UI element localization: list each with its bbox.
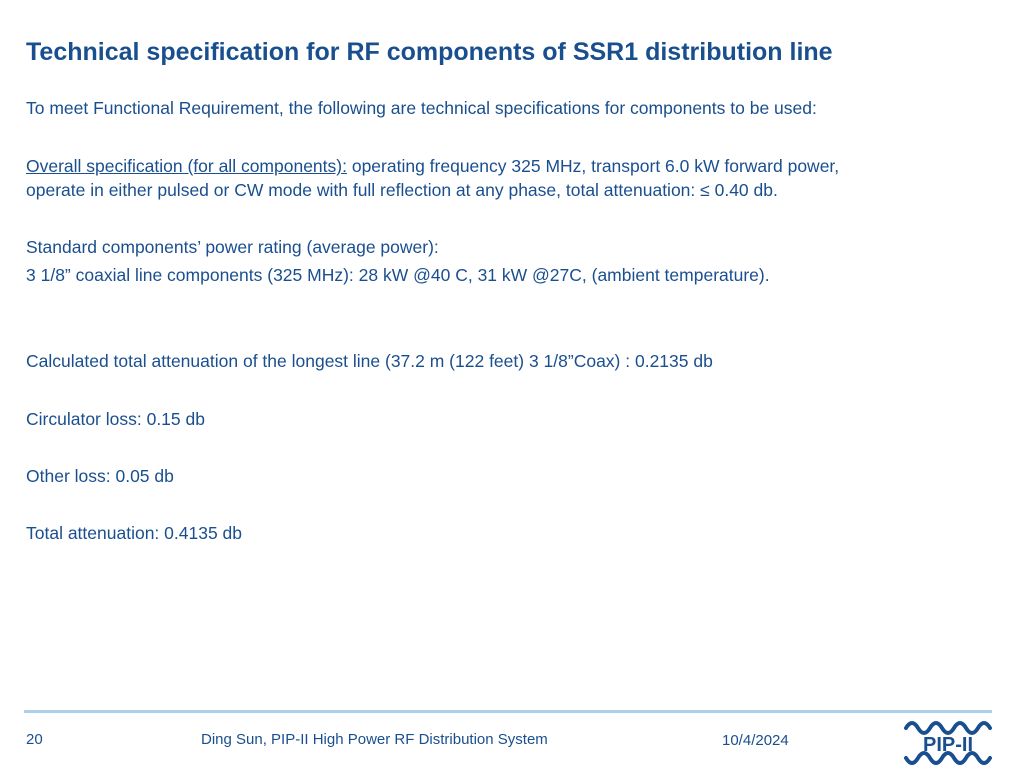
pip-ii-logo-icon	[900, 716, 996, 766]
overall-spec-label: Overall specification (for all components):	[26, 156, 347, 176]
calculated-attenuation: Calculated total attenuation of the longest line (37.2 m (122 feet) 3 1/8”Coax) : 0.2135 db	[26, 351, 713, 371]
power-rating-line: 3 1/8” coaxial line components (325 MHz): 28 kW @40 C, 31 kW @27C, (ambient temperature).	[26, 265, 770, 285]
overall-spec-line1	[26, 155, 839, 178]
slide-title: Technical specification for RF components of SSR1 distribution line	[26, 38, 833, 66]
page-number: 20	[26, 731, 43, 748]
footer-date: 10/4/2024	[722, 732, 789, 749]
total-attenuation: Total attenuation: 0.4135 db	[26, 523, 243, 543]
circulator-loss: Circulator loss: 0.15 db	[26, 409, 205, 429]
other-loss: Other loss: 0.05 db	[26, 466, 174, 486]
overall-spec-text: operating frequency 325 MHz, transport 6.0 kW forward power,	[346, 156, 840, 176]
footer-rule	[24, 710, 992, 713]
intro-text: To meet Functional Requirement, the following are technical specifications for components to be used:	[26, 98, 817, 118]
footer-author-title: Ding Sun, PIP-II High Power RF Distribution System	[201, 731, 548, 748]
overall-spec-line2: operate in either pulsed or CW mode with full reflection at any phase, total attenuation: ≤ 0.40 db.	[26, 180, 778, 200]
power-rating-heading: Standard components’ power rating (average power):	[26, 237, 439, 257]
logo-text: PIP-II	[922, 734, 974, 756]
